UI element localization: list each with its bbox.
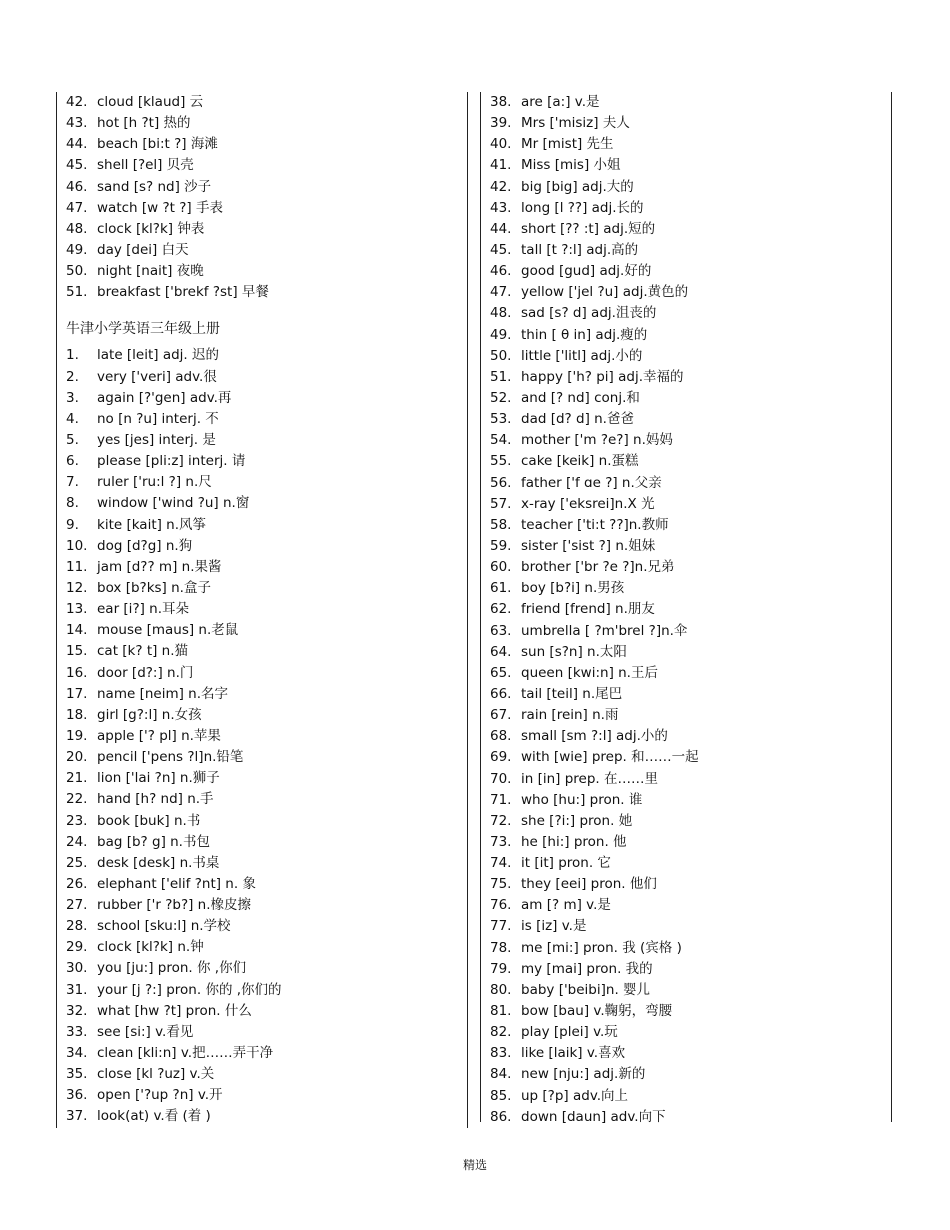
vocab-entry: name [neim] n.名字 [97,685,229,702]
vocab-number: 38. [490,94,512,110]
vocab-row [57,1022,467,1043]
vocab-entry: mother ['m ?e?] n.妈妈 [521,432,673,449]
vocab-number: 57. [490,495,512,512]
vocab-number: 10. [66,537,88,554]
vocab-number: 12. [66,579,88,596]
vocab-row [57,958,467,979]
vocab-entry: tall [t ?:l] adj.高的 [521,241,639,258]
vocab-row [481,1064,891,1085]
vocab-number: 4. [66,410,79,427]
vocab-row [57,1106,467,1127]
vocab-row [57,832,467,853]
vocab-entry: lion ['lai ?n] n.狮子 [97,770,220,787]
vocab-number: 85. [490,1087,512,1104]
section-heading: 牛津小学英语三年级上册 [66,321,220,338]
vocab-number: 54. [490,432,512,449]
vocab-entry: boy [b?i] n.男孩 [521,580,625,597]
vocab-row [57,557,467,578]
vocab-number: 61. [490,580,512,597]
vocab-row [57,726,467,747]
vocab-entry: yes [jes] interj. 是 [97,431,216,448]
vocab-entry: beach [bi:t ?] 海滩 [97,136,218,153]
vocab-row [57,1085,467,1106]
vocab-row [57,874,467,895]
vocab-row [481,430,891,451]
vocab-number: 76. [490,897,512,914]
vocab-row [481,155,891,176]
vocab-entry: short [?? :t] adj.短的 [521,220,656,237]
vocab-row [481,1022,891,1043]
vocab-entry: sun [s?n] n.太阳 [521,643,627,660]
vocab-number: 30. [66,960,88,977]
right-vocabulary-column [480,92,892,1125]
vocab-number: 37. [66,1108,88,1125]
vocab-entry: breakfast ['brekf ?st] 早餐 [97,284,269,301]
vocab-row [57,1043,467,1064]
vocab-number: 3. [66,389,79,406]
vocab-row [481,916,891,937]
vocab-number: 83. [490,1045,512,1062]
vocab-row [57,515,467,536]
vocab-row [57,980,467,1001]
vocab-number: 9. [66,516,79,533]
vocab-number: 55. [490,453,512,470]
vocab-row [57,367,467,388]
vocab-number: 66. [490,685,512,702]
vocab-entry: with [wie] prep. 和……一起 [521,749,699,766]
vocab-number: 46. [66,178,88,195]
vocab-entry: ear [i?] n.耳朵 [97,601,190,618]
vocab-row [481,367,891,388]
vocab-entry: good [gud] adj.好的 [521,263,652,280]
vocab-number: 52. [490,389,512,406]
vocab-number: 73. [490,833,512,850]
vocab-entry: down [daun] adv.向下 [521,1108,666,1125]
vocab-row [57,641,467,662]
vocab-entry: look(at) v.看 (着 ) [97,1108,211,1125]
vocab-row [481,874,891,895]
vocab-row [481,451,891,472]
vocab-row [481,515,891,536]
vocab-entry: kite [kait] n.风筝 [97,516,207,533]
vocab-entry: they [eei] pron. 他们 [521,876,657,893]
vocab-number: 63. [490,622,512,639]
vocab-row [481,113,891,134]
vocab-number: 59. [490,537,512,554]
vocab-row [481,409,891,430]
vocab-entry: day [dei] 白天 [97,241,189,258]
vocab-row [57,451,467,472]
vocab-row [481,282,891,303]
vocab-number: 1. [66,347,79,364]
vocab-entry: watch [w ?t ?] 手表 [97,199,223,216]
vocab-number: 19. [66,727,88,744]
vocab-row [57,409,467,430]
vocab-row [481,705,891,726]
vocab-row [481,769,891,790]
vocab-entry: girl [g?:l] n.女孩 [97,706,202,723]
vocab-row [481,895,891,916]
vocab-row [57,853,467,874]
left-vocabulary-column [56,92,468,1128]
vocab-number: 28. [66,918,88,935]
vocab-entry: shell [?el] 贝壳 [97,157,194,174]
vocab-row [481,811,891,832]
vocab-entry: box [b?ks] n.盒子 [97,579,211,596]
vocab-entry: hand [h? nd] n.手 [97,791,214,808]
vocab-row [481,747,891,768]
vocab-entry: dad [d? d] n.爸爸 [521,411,634,428]
vocab-row [57,663,467,684]
vocab-number: 32. [66,1002,88,1019]
vocab-number: 72. [490,812,512,829]
vocab-row [481,388,891,409]
vocab-entry: mouse [maus] n.老鼠 [97,622,239,639]
vocab-entry: is [iz] v.是 [521,918,587,935]
vocab-row [481,642,891,663]
vocab-row [57,599,467,620]
vocab-row [481,346,891,367]
vocab-row [57,536,467,557]
vocab-row [481,726,891,747]
vocab-number: 79. [490,960,512,977]
vocab-row [57,789,467,810]
vocab-number: 14. [66,622,88,639]
vocab-row [57,219,467,240]
vocab-row [481,959,891,980]
vocab-number: 70. [490,770,512,787]
vocab-entry: play [plei] v.玩 [521,1024,618,1041]
vocab-number: 49. [490,326,512,343]
vocab-entry: sister ['sist ?] n.姐妹 [521,537,656,554]
vocab-number: 75. [490,876,512,893]
vocab-number: 60. [490,559,512,576]
vocab-number: 49. [66,241,88,258]
vocab-number: 62. [490,601,512,618]
vocab-row [57,937,467,958]
vocab-row [481,621,891,642]
vocab-entry: rubber ['r ?b?] n.橡皮擦 [97,897,252,914]
vocab-entry: Mr [mist] 先生 [521,136,614,153]
vocab-row [57,916,467,937]
vocab-number: 74. [490,855,512,872]
vocab-entry: school [sku:l] n.学校 [97,918,231,935]
vocab-row [481,684,891,705]
vocab-row [57,198,467,219]
vocab-entry: and [? nd] conj.和 [521,389,640,406]
vocab-entry: new [nju:] adj.新的 [521,1066,646,1083]
vocab-entry: door [d?:] n.门 [97,664,194,681]
vocab-row [57,705,467,726]
vocab-row [481,134,891,155]
vocab-entry: in [in] prep. 在……里 [521,770,659,787]
vocab-number: 16. [66,664,88,681]
vocab-row [57,430,467,451]
vocab-row [481,832,891,853]
vocab-entry: big [big] adj.大的 [521,178,634,195]
vocab-number: 26. [66,875,88,892]
vocab-entry: am [? m] v.是 [521,897,611,914]
vocab-number: 50. [490,347,512,364]
vocab-number: 40. [490,136,512,153]
vocab-row [481,240,891,261]
vocab-number: 46. [490,263,512,280]
vocab-row [481,92,891,113]
vocab-entry: thin [ θ in] adj.瘦的 [521,326,648,343]
vocab-entry: rain [rein] n.雨 [521,707,619,724]
vocab-entry: little ['litl] adj.小的 [521,347,643,364]
vocab-entry: apple ['? pl] n.苹果 [97,727,221,744]
vocab-entry: me [mi:] pron. 我 (宾格 ) [521,939,682,956]
vocab-entry: bag [b? g] n.书包 [97,833,210,850]
vocab-row [481,303,891,324]
vocab-number: 67. [490,707,512,724]
vocab-entry: open ['?up ?n] v.开 [97,1087,223,1104]
vocab-entry: please [pli:z] interj. 请 [97,453,246,470]
vocab-row [57,345,467,366]
vocab-number: 8. [66,495,79,512]
vocab-row [57,240,467,261]
vocab-entry: your [j ?:] pron. 你的 ,你们的 [97,981,282,998]
vocab-number: 86. [490,1108,512,1125]
vocab-row [481,1107,891,1128]
vocab-entry: cat [k? t] n.猫 [97,643,189,660]
vocab-row [57,388,467,409]
vocab-number: 47. [66,199,88,216]
vocab-entry: my [mai] pron. 我的 [521,960,653,977]
vocab-number: 43. [490,199,512,216]
vocab-row [57,261,467,282]
vocab-number: 17. [66,685,88,702]
vocab-number: 84. [490,1066,512,1083]
vocab-number: 65. [490,664,512,681]
vocab-row [57,92,467,113]
vocab-number: 15. [66,643,88,660]
vocab-number: 21. [66,770,88,787]
vocab-row [57,155,467,176]
vocab-number: 34. [66,1045,88,1062]
vocab-entry: happy ['h? pi] adj.幸福的 [521,368,684,385]
vocab-entry: clock [kl?k] 钟表 [97,220,205,237]
page-footer: 精选 [462,1158,487,1172]
vocab-entry: bow [bau] v.鞠躬，弯腰 [521,1003,673,1020]
vocab-row [481,325,891,346]
vocab-number: 35. [66,1066,88,1083]
vocab-row [57,620,467,641]
vocab-number: 20. [66,749,88,766]
vocab-entry: cake [keik] n.蛋糕 [521,453,639,470]
vocab-row [481,790,891,811]
vocab-entry: teacher ['ti:t ??]n.教师 [521,516,669,533]
vocab-entry: brother ['br ?e ?]n.兄弟 [521,559,675,576]
vocab-entry: she [?i:] pron. 她 [521,812,633,829]
vocab-row [57,113,467,134]
vocab-entry: very ['veri] adv.很 [97,368,217,385]
vocab-number: 18. [66,706,88,723]
vocab-number: 47. [490,284,512,301]
vocab-entry: pencil ['pens ?l]n.铅笔 [97,749,244,766]
vocab-entry: yellow ['jel ?u] adj.黄色的 [521,284,689,301]
vocab-number: 48. [66,220,88,237]
vocab-number: 68. [490,728,512,745]
vocab-entry: see [si:] v.看见 [97,1023,194,1040]
vocab-number: 29. [66,939,88,956]
vocab-row [481,557,891,578]
vocab-number: 45. [66,157,88,174]
vocab-row [57,747,467,768]
vocab-row [57,684,467,705]
vocab-entry: baby ['beibi]n. 婴儿 [521,981,651,998]
vocab-number: 45. [490,241,512,258]
vocab-entry: small [sm ?:l] adj.小的 [521,728,668,745]
vocab-entry: tail [teil] n.尾巴 [521,685,623,702]
vocab-entry: queen [kwi:n] n.王后 [521,664,658,681]
vocab-entry: no [n ?u] interj. 不 [97,410,219,427]
vocab-number: 31. [66,981,88,998]
vocab-entry: ruler ['ru:l ?] n.尺 [97,474,212,491]
vocab-row [481,1086,891,1107]
vocab-entry: jam [d?? m] n.果酱 [97,558,222,575]
vocab-row [57,1001,467,1022]
vocab-entry: Mrs ['misiz] 夫人 [521,115,630,132]
vocab-row [481,261,891,282]
vocab-entry: x-ray ['eksrei]n.X 光 [521,495,655,512]
vocab-number: 41. [490,157,512,174]
vocab-number: 44. [66,136,88,153]
vocab-number: 43. [66,115,88,132]
vocab-entry: window ['wind ?u] n.窗 [97,495,250,512]
vocab-number: 6. [66,453,79,470]
vocab-number: 50. [66,263,88,280]
vocab-entry: it [it] pron. 它 [521,855,611,872]
vocab-entry: long [l ??] adj.长的 [521,199,644,216]
vocab-number: 51. [66,284,88,301]
vocab-entry: late [leit] adj. 迟的 [97,347,220,364]
vocab-entry: are [a:] v.是 [521,94,600,110]
vocab-row [481,219,891,240]
vocab-entry: book [buk] n.书 [97,812,201,829]
vocab-row [481,177,891,198]
vocab-number: 48. [490,305,512,322]
vocab-entry: who [hu:] pron. 谁 [521,791,643,808]
vocab-entry: again [?'gen] adv.再 [97,389,232,406]
vocab-number: 13. [66,601,88,618]
vocab-entry: dog [d?g] n.狗 [97,537,193,554]
vocab-row [57,578,467,599]
vocab-number: 42. [490,178,512,195]
vocab-number: 81. [490,1003,512,1020]
vocab-number: 80. [490,981,512,998]
vocab-entry: father ['f ɑe ?] n.父亲 [521,474,662,491]
vocab-number: 22. [66,791,88,808]
vocab-entry: friend [frend] n.朋友 [521,601,655,618]
vocab-number: 7. [66,474,79,491]
vocab-row [57,472,467,493]
vocab-row [57,811,467,832]
vocab-entry: what [hw ?t] pron. 什么 [97,1002,252,1019]
vocab-row [481,578,891,599]
vocab-entry: elephant ['elif ?nt] n. 象 [97,875,256,892]
vocab-entry: night [nait] 夜晚 [97,263,204,280]
vocab-entry: cloud [klaud] 云 [97,94,204,110]
vocab-number: 25. [66,854,88,871]
vocab-number: 64. [490,643,512,660]
vocab-number: 77. [490,918,512,935]
vocab-entry: sad [s? d] adj.沮丧的 [521,305,657,322]
vocab-entry: up [?p] adv.向上 [521,1087,629,1104]
vocab-row [481,980,891,1001]
vocab-entry: desk [desk] n.书桌 [97,854,220,871]
vocab-number: 11. [66,558,88,575]
vocab-number: 42. [66,94,88,110]
vocab-row [57,177,467,198]
vocab-entry: clock [kl?k] n.钟 [97,939,204,956]
vocab-row [481,938,891,959]
vocab-number: 33. [66,1023,88,1040]
vocab-number: 2. [66,368,79,385]
vocab-number: 36. [66,1087,88,1104]
vocab-entry: hot [h ?t] 热的 [97,115,191,132]
vocab-number: 58. [490,516,512,533]
vocab-row [57,768,467,789]
vocab-entry: Miss [mis] 小姐 [521,157,621,174]
vocab-row [57,282,467,303]
vocab-row [481,473,891,494]
vocab-number: 56. [490,474,512,491]
vocab-number: 23. [66,812,88,829]
vocab-number: 71. [490,791,512,808]
vocab-number: 5. [66,431,79,448]
vocab-entry: like [laik] v.喜欢 [521,1045,626,1062]
vocab-row [481,663,891,684]
vocab-entry: clean [kli:n] v.把……弄干净 [97,1045,274,1062]
vocab-row [481,853,891,874]
vocab-entry: umbrella [ ?m'brel ?]n.伞 [521,622,688,639]
vocab-entry: he [hi:] pron. 他 [521,833,627,850]
vocab-number: 39. [490,115,512,132]
vocab-row [481,494,891,515]
vocab-row [57,1064,467,1085]
vocab-number: 53. [490,411,512,428]
vocab-row [481,599,891,620]
vocab-number: 82. [490,1024,512,1041]
vocab-row [481,198,891,219]
vocab-row [481,536,891,557]
vocab-row [57,895,467,916]
vocab-entry: you [ju:] pron. 你 ,你们 [97,960,247,977]
vocab-entry: close [kl ?uz] v.关 [97,1066,215,1083]
vocab-number: 27. [66,897,88,914]
vocab-row [57,134,467,155]
vocab-entry: sand [s? nd] 沙子 [97,178,212,195]
vocab-row [481,1043,891,1064]
vocab-number: 78. [490,939,512,956]
vocab-number: 51. [490,368,512,385]
vocab-row [57,493,467,514]
vocab-number: 24. [66,833,88,850]
vocab-row [481,1001,891,1022]
vocab-number: 69. [490,749,512,766]
vocab-number: 44. [490,220,512,237]
